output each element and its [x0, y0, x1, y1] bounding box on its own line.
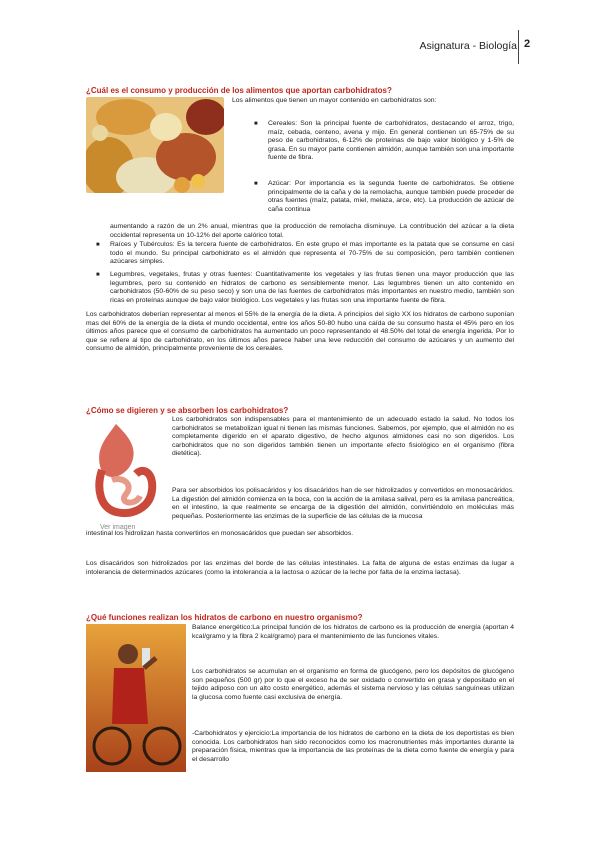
- image-caption[interactable]: Ver imagen: [100, 524, 136, 531]
- section2-paragraph-2-cont: intestinal los hidrolizan hasta convertirlos en monosacáridos que puedan ser absorbidos.: [86, 530, 354, 537]
- section1-heading: ¿Cuál es el consumo y producción de los alimentos que aportan carbohidratos?: [86, 86, 392, 95]
- food-image: [86, 97, 224, 193]
- list-item-azucar-cont: aumentando a razón de un 2% anual, mientras que la producción de remolacha disminuye. La contribución del azúcar a la dieta occidental representa un 10-12% del aporte calórico total.: [110, 223, 514, 239]
- section1-intro: Los alimentos que tienen un mayor contenido en carbohidratos son:: [232, 97, 437, 104]
- bullet-icon: ■: [96, 272, 100, 278]
- list-item-raices: Raíces y Tubérculos: Es la tercera fuente de carbohidratos. En este grupo el mas importante es la patata que se consume en casi todo el mundo. Su principal carbohidrato es el almidón que representa el 70-75% de su composición, pero también contienen azúcares simples.: [110, 241, 514, 266]
- section2-paragraph-3: Los disacáridos son hidrolizados por las enzimas del borde de las células intestinales. La falta de alguna de estas enzimas da lugar a intolerancia de determinados azúcares (como la intolerancia a la lactosa o azúcar de la leche por falta de la enzima lactasa).: [86, 560, 514, 576]
- athlete-image: [86, 624, 186, 772]
- bullet-icon: ■: [254, 181, 258, 187]
- section3-paragraph-2: Los carbohidratos se acumulan en el organismo en forma de glucógeno, pero los depósitos de glucógeno son pequeños (500 gr) por lo que el exceso ha de ser oxidado o convertido en grasa y depositado en el tejido adiposo con un alto costo energético, además el sistema nervioso y las células sanguíneas utilizan la glucosa como fuente casi exclusiva de energía.: [192, 668, 514, 701]
- section2-paragraph-1: Los carbohidratos son indispensables para el mantenimiento de un adecuado estado la salud. No todos los carbohidratos se metabolizan igual ni tienen las mismas funciones. Sabemos, por ejemplo, que el almidón no es completamente digerido en el aparato digestivo, de hecho algunos almidones casi no son digeridos. Los carbohidratos que no son digeridos también tienen un importante efecto fisiológico en el organismo (fibra dietética).: [172, 416, 514, 458]
- list-item-azucar: Azúcar: Por importancia es la segunda fuente de carbohidratos. Se obtiene principalmente de la caña y de la remolacha, aunque también puede proceder de otras fuentes (maíz, patata, miel, melaza, arce, etc). La producción de azúcar de caña continua: [268, 180, 514, 213]
- list-item-legumbres: Legumbres, vegetales, frutas y otras fuentes: Cuantitativamente los vegetales y las frutas tienen una mayor producción que las legumbres, pero su contenido en hidratos de carbono es sensiblemente menor. Las legumbres tienen un alto contenido en carbohidratos (50-60% de su peso seco) y son una de las fuentes de carbohidratos más importantes en nuestro medio, también son ricas en proteínas aunque de bajo valor biológico. Los vegetales y las frutas son una importante fuente de fibra.: [110, 271, 514, 304]
- digestive-system-image: [86, 418, 166, 518]
- header-divider: [518, 30, 519, 64]
- page-number: 2: [524, 38, 531, 50]
- section3-paragraph-3: -Carbohidratos y ejercicio:La importancia de los hidratos de carbono en la dieta de los deportistas es bien conocida. Los carbohidratos han sido reconocidos como los macronutrientes más importantes durante la preparación física, mientras que la importancia de las proteínas de la dieta como fuente de energía y para el desarrollo: [192, 730, 514, 763]
- bullet-icon: ■: [96, 242, 100, 248]
- section3-heading: ¿Qué funciones realizan los hidratos de carbono en nuestro organismo?: [86, 613, 363, 622]
- section2-heading: ¿Cómo se digieren y se absorben los carbohidratos?: [86, 406, 289, 415]
- section1-paragraph: Los carbohidratos deberían representar al menos el 55% de la energía de la dieta. A principios del siglo XX los hidratos de carbono suponían mas del 60% de la energía de la dieta el mundo occidental, entre los años 50-80 hubo una caída de su consumo hasta el 45% pero en los últimos años parece que el consumo de carbohidratos ha aumentado un poco representando el 48.50% del total de energía ingerida. Por lo que se refiere al tipo de carbohidrato, en los últimos años parece haber una leve reducción del consumo de azúcares y un aumento del consumo de almidón, principalmente proveniente de los cereales.: [86, 311, 514, 353]
- section3-paragraph-1: Balance energético:La principal función de los hidratos de carbono es la producción de energía (aportan 4 kcal/gramo y la fibra 2 kcal/gramo) para el mantenimiento de las funciones vitales.: [192, 624, 514, 640]
- bullet-icon: ■: [254, 121, 258, 127]
- header-title: Asignatura - Biología: [419, 40, 517, 52]
- list-item-cereales: Cereales: Son la principal fuente de carbohidratos, destacando el arroz, trigo, maíz, cebada, centeno, avena y mijo. En general contienen un 65-75% de su peso de carbohidratos, 6-12% de proteínas de bajo valor biológico y 1-5% de grasa. En su mayor parte contienen almidón, aunque también son una importante fuente de fibra.: [268, 120, 514, 162]
- section2-paragraph-2: Para ser absorbidos los polisacáridos y los disacáridos han de ser hidrolizados y convertidos en monosacáridos. La digestión del almidón comienza en la boca, con la acción de la amilasa salival, pero es la amilasa pancreática, en el intestino, la que realmente se encarga de la digestión del almidón, convirtiéndolo en moléculas más pequeñas. Posteriormente las enzimas de la superficie de las células de la mucosa: [172, 487, 514, 520]
